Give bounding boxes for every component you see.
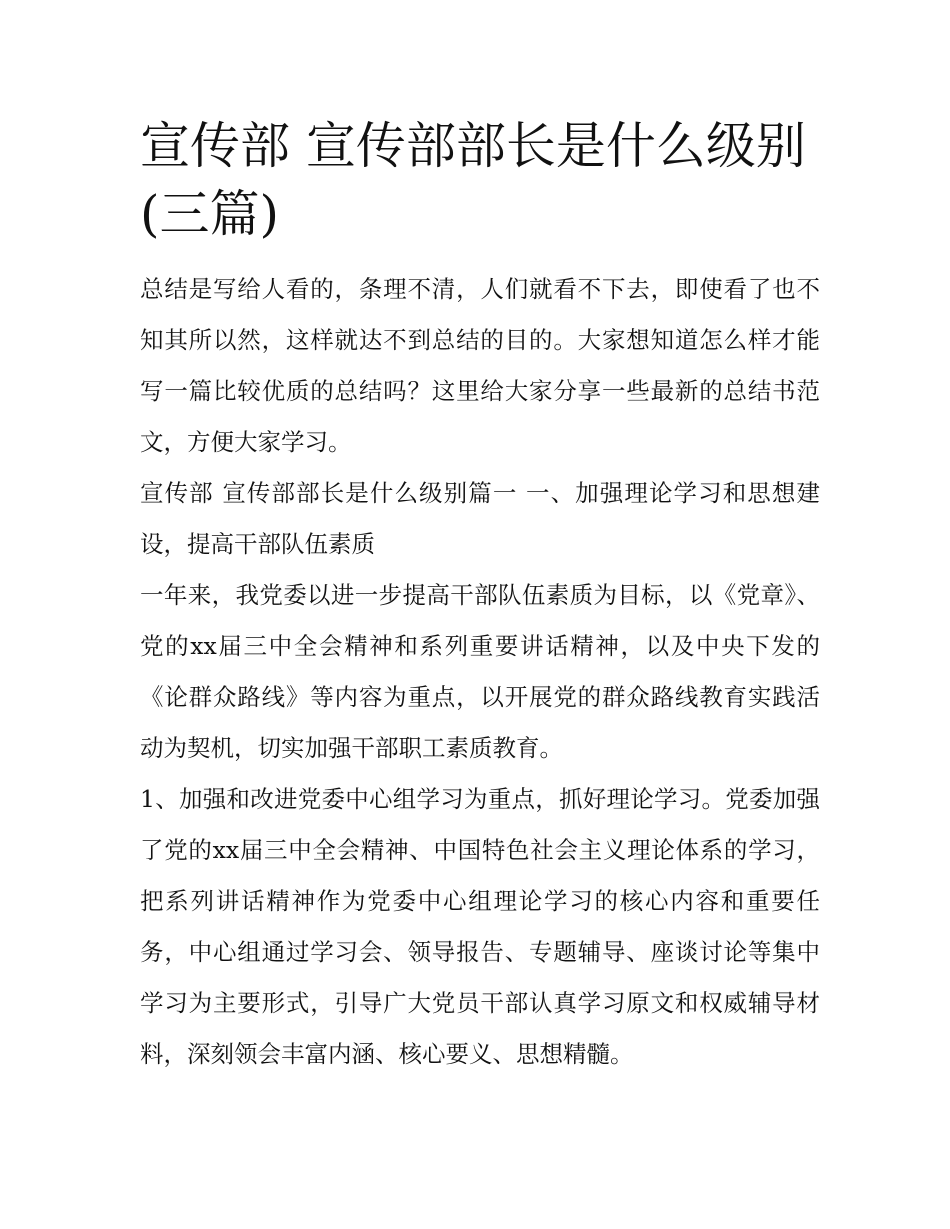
document-body (140, 112, 820, 1080)
body-paragraph: 1、加强和改进党委中心组学习为重点，抓好理论学习。党委加强了党的xx届三中全会精神、中国特色社会主义理论体系的学习，把系列讲话精神作为党委中心组理论学习的核心内容和重要任务，中心组通过学习会、领导报告、专题辅导、座谈讨论等集中学习为主要形式，引导广大党员干部认真学习原文和权威辅导材料，深刻领会丰富内涵、核心要义、思想精髓。 (140, 785, 820, 1068)
document-title: 宣传部 宣传部部长是什么级别(三篇) (140, 117, 806, 243)
body-paragraph: 一年来，我党委以进一步提高干部队伍素质为目标，以《党章》、党的xx届三中全会精神和系列重要讲话精神，以及中央下发的《论群众路线》等内容为重点，以开展党的群众路线教育实践活动为契机，切实加强干部职工素质教育。 (140, 581, 820, 762)
intro-paragraph: 总结是写给人看的，条理不清，人们就看不下去，即使看了也不知其所以然，这样就达不到总结的目的。大家想知道怎么样才能写一篇比较优质的总结吗？这里给大家分享一些最新的总结书范文，方便大家学习。 (140, 275, 820, 456)
section-heading-paragraph: 宣传部 宣传部部长是什么级别篇一 一、加强理论学习和思想建设，提高干部队伍素质 (140, 479, 820, 558)
